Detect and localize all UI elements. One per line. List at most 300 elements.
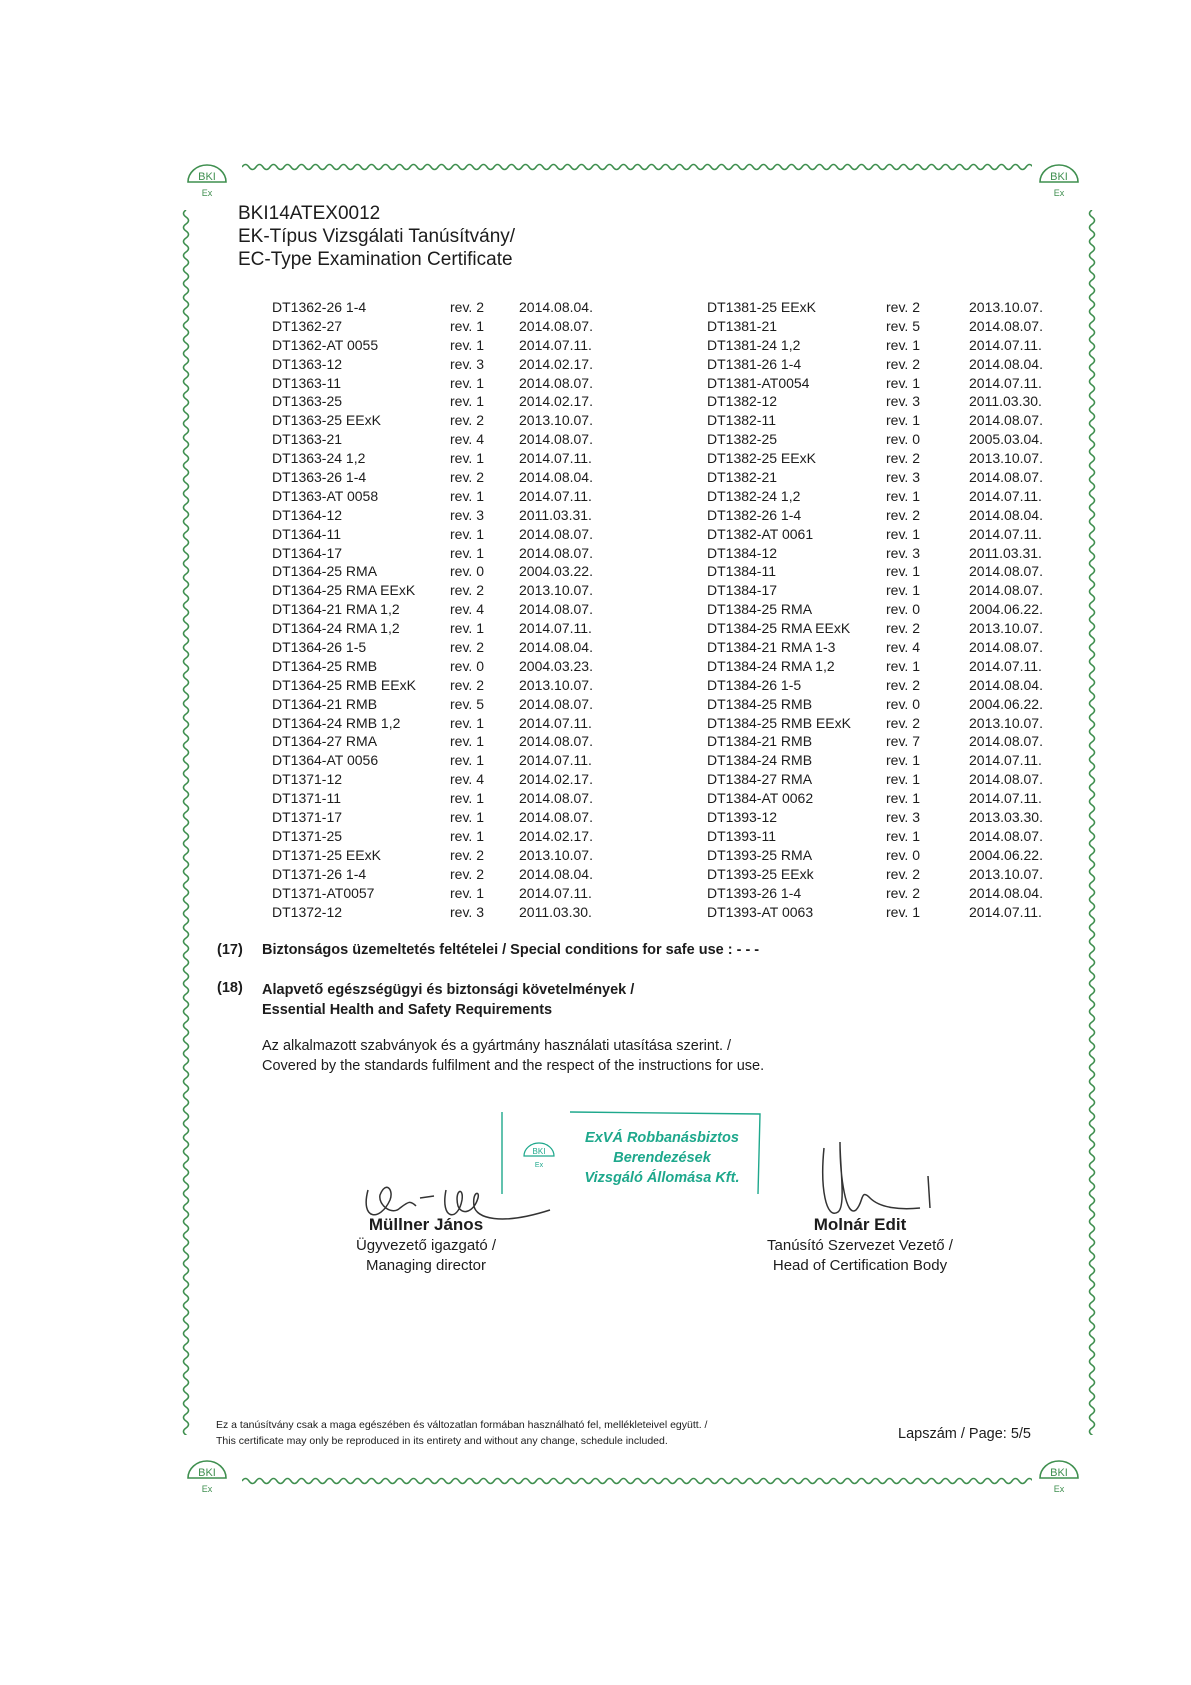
drawing-date: 2014.07.11. xyxy=(519,336,592,353)
drawing-list-right xyxy=(707,298,1062,921)
drawing-revision: rev. 0 xyxy=(886,695,920,712)
drawing-row xyxy=(707,638,1062,657)
drawing-date: 2014.08.07. xyxy=(519,544,593,561)
drawing-revision: rev. 2 xyxy=(450,676,484,693)
bki-ex-logo-icon xyxy=(1034,1456,1084,1498)
drawing-date: 2014.07.11. xyxy=(519,884,592,901)
drawing-date: 2014.08.07. xyxy=(969,639,1043,656)
drawing-row xyxy=(707,525,1062,544)
signer-role-en: Managing director xyxy=(365,1257,487,1274)
drawing-date: 2014.08.07. xyxy=(519,695,593,712)
certificate-header xyxy=(238,202,515,271)
drawing-date: 2014.08.04. xyxy=(519,865,593,882)
drawing-revision: rev. 2 xyxy=(886,865,920,882)
section-number: (18) xyxy=(217,980,243,996)
drawing-date: 2014.08.04. xyxy=(519,469,593,486)
drawing-date: 2013.10.07. xyxy=(969,714,1043,731)
signer-role-hu: Ügyvezető igazgató / xyxy=(355,1237,497,1254)
top-ornament-border xyxy=(242,162,1032,172)
drawing-number: DT1393-25 EExk xyxy=(707,865,814,882)
drawing-date: 2011.03.30. xyxy=(519,903,592,920)
drawing-date: 2014.08.07. xyxy=(969,563,1043,580)
drawing-row xyxy=(272,525,593,544)
certificate-number: BKI14ATEX0012 xyxy=(238,203,381,224)
drawing-number: DT1364-24 RMA 1,2 xyxy=(272,620,400,637)
drawing-revision: rev. 2 xyxy=(450,299,484,315)
drawing-row xyxy=(707,430,1062,449)
svg-text:Ex: Ex xyxy=(1053,188,1065,198)
drawing-number: DT1393-11 xyxy=(707,827,777,844)
drawing-number: DT1381-25 EExK xyxy=(707,299,816,315)
drawing-date: 2014.08.07. xyxy=(969,582,1043,599)
drawing-row xyxy=(707,487,1062,506)
drawing-revision: rev. 1 xyxy=(886,752,920,769)
signer-name: Müllner János xyxy=(368,1215,484,1234)
drawing-revision: rev. 1 xyxy=(886,563,920,580)
drawing-revision: rev. 2 xyxy=(450,846,484,863)
drawing-date: 2014.02.17. xyxy=(519,393,593,410)
drawing-revision: rev. 1 xyxy=(886,374,920,391)
drawing-row xyxy=(272,846,593,865)
drawing-row xyxy=(707,374,1062,393)
stamp-line-2: Berendezések xyxy=(613,1150,711,1166)
drawing-revision: rev. 1 xyxy=(886,903,920,920)
drawing-row xyxy=(707,468,1062,487)
drawing-revision: rev. 1 xyxy=(450,827,484,844)
drawing-row xyxy=(707,884,1062,903)
drawing-revision: rev. 1 xyxy=(450,317,484,334)
drawing-number: DT1362-26 1-4 xyxy=(272,299,367,315)
drawing-row xyxy=(272,695,593,714)
drawing-date: 2014.08.07. xyxy=(969,733,1043,750)
section-17-text: Biztonságos üzemeltetés feltételei / Special conditions for safe use : - - - xyxy=(262,942,760,958)
drawing-date: 2014.08.07. xyxy=(969,771,1043,788)
drawing-number: DT1363-21 xyxy=(272,431,343,448)
drawing-revision: rev. 3 xyxy=(886,809,920,826)
svg-text:BKI: BKI xyxy=(198,171,216,183)
drawing-date: 2004.06.22. xyxy=(969,846,1043,863)
section-18-body-hu: Az alkalmazott szabványok és a gyártmány használati utasítása szerint. / xyxy=(262,1038,732,1054)
drawing-date: 2011.03.30. xyxy=(969,393,1042,410)
drawing-date: 2014.08.04. xyxy=(969,884,1043,901)
drawing-number: DT1363-25 EExK xyxy=(272,412,381,429)
drawing-revision: rev. 1 xyxy=(886,790,920,807)
drawing-row xyxy=(272,638,593,657)
drawing-number: DT1384-17 xyxy=(707,582,778,599)
drawing-row xyxy=(272,808,593,827)
section-18-title-en: Essential Health and Safety Requirements xyxy=(262,1002,553,1018)
drawing-number: DT1384-11 xyxy=(707,563,777,580)
drawing-number: DT1384-24 RMB xyxy=(707,752,813,769)
drawing-row xyxy=(707,903,1062,922)
drawing-revision: rev. 1 xyxy=(450,884,484,901)
drawing-revision: rev. 1 xyxy=(886,525,920,542)
drawing-number: DT1363-25 xyxy=(272,393,343,410)
drawing-date: 2014.02.17. xyxy=(519,355,593,372)
svg-text:BKI: BKI xyxy=(1050,171,1068,183)
footer-line-en: This certificate may only be reproduced in its entirety and without any change, schedule included. xyxy=(216,1435,668,1447)
drawing-date: 2013.10.07. xyxy=(519,846,593,863)
drawing-row xyxy=(272,449,592,468)
drawing-revision: rev. 4 xyxy=(450,771,484,788)
stamp-line-3: Vizsgáló Állomása Kft. xyxy=(584,1170,740,1186)
svg-text:Ex: Ex xyxy=(201,1484,213,1494)
drawing-row xyxy=(272,562,593,581)
drawing-number: DT1382-25 xyxy=(707,431,778,448)
drawing-row xyxy=(707,355,1062,374)
drawing-revision: rev. 4 xyxy=(450,431,484,448)
drawing-number: DT1371-12 xyxy=(272,771,343,788)
drawing-date: 2004.03.22. xyxy=(519,563,593,580)
drawing-date: 2014.07.11. xyxy=(969,903,1042,920)
drawing-revision: rev. 2 xyxy=(886,355,920,372)
drawing-date: 2013.03.30. xyxy=(969,809,1043,826)
signer-name: Molnár Edit xyxy=(813,1215,907,1234)
footer-line-hu: Ez a tanúsítvány csak a maga egészében és változatlan formában használható fel, mellékleteivel együtt. / xyxy=(216,1419,708,1431)
drawing-number: DT1362-27 xyxy=(272,317,343,334)
drawing-number: DT1384-21 RMB xyxy=(707,733,813,750)
signer-left xyxy=(296,1214,556,1276)
drawing-row xyxy=(707,506,1062,525)
svg-text:BKI: BKI xyxy=(532,1147,546,1156)
drawing-revision: rev. 1 xyxy=(450,487,484,504)
svg-text:Ex: Ex xyxy=(201,188,213,198)
drawing-row xyxy=(707,298,1062,317)
drawing-revision: rev. 2 xyxy=(886,676,920,693)
drawing-row xyxy=(272,392,593,411)
drawing-date: 2014.08.07. xyxy=(969,317,1043,334)
drawing-row xyxy=(707,562,1062,581)
drawing-number: DT1371-11 xyxy=(272,790,342,807)
drawing-revision: rev. 1 xyxy=(450,790,484,807)
drawing-row xyxy=(707,789,1062,808)
drawing-number: DT1384-25 RMA EExK xyxy=(707,620,851,637)
drawing-number: DT1384-27 RMA xyxy=(707,771,813,788)
section-18-body-en: Covered by the standards fulfilment and the respect of the instructions for use. xyxy=(262,1058,765,1074)
drawing-number: DT1364-24 RMB 1,2 xyxy=(272,714,401,731)
drawing-number: DT1363-24 1,2 xyxy=(272,450,366,467)
drawing-number: DT1364-21 RMB xyxy=(272,695,378,712)
drawing-row xyxy=(272,789,593,808)
drawing-date: 2014.07.11. xyxy=(519,450,592,467)
drawing-date: 2004.06.22. xyxy=(969,695,1043,712)
right-ornament-border xyxy=(1087,210,1097,1435)
drawing-row xyxy=(272,336,592,355)
drawing-revision: rev. 1 xyxy=(886,582,920,599)
drawing-revision: rev. 3 xyxy=(886,393,920,410)
drawing-number: DT1363-11 xyxy=(272,374,342,391)
drawing-revision: rev. 3 xyxy=(886,544,920,561)
left-ornament-border xyxy=(181,210,191,1435)
certificate-title-hu: EK-Típus Vizsgálati Tanúsítvány/ xyxy=(238,226,516,247)
drawing-number: DT1384-21 RMA 1-3 xyxy=(707,639,836,656)
drawing-row xyxy=(707,392,1062,411)
drawing-number: DT1364-27 RMA xyxy=(272,733,378,750)
drawing-number: DT1393-26 1-4 xyxy=(707,884,802,901)
svg-text:Ex: Ex xyxy=(534,1162,544,1169)
drawing-number: DT1382-21 xyxy=(707,469,778,486)
drawing-number: DT1362-AT 0055 xyxy=(272,336,379,353)
drawing-row xyxy=(707,676,1062,695)
bottom-ornament-border xyxy=(242,1476,1032,1486)
drawing-date: 2014.08.04. xyxy=(969,676,1043,693)
stamp-line-1: ExVÁ Robbanásbiztos xyxy=(585,1130,739,1146)
drawing-number: DT1382-25 EExK xyxy=(707,450,816,467)
drawing-number: DT1364-17 xyxy=(272,544,343,561)
drawing-date: 2004.03.23. xyxy=(519,657,593,674)
drawing-date: 2013.10.07. xyxy=(969,299,1043,315)
drawing-revision: rev. 0 xyxy=(450,563,484,580)
drawing-date: 2014.08.04. xyxy=(969,506,1043,523)
drawing-date: 2011.03.31. xyxy=(519,506,592,523)
drawing-number: DT1384-25 RMB EExK xyxy=(707,714,851,731)
drawing-number: DT1381-21 xyxy=(707,317,778,334)
drawing-number: DT1371-26 1-4 xyxy=(272,865,367,882)
drawing-revision: rev. 1 xyxy=(450,393,484,410)
drawing-row xyxy=(272,600,593,619)
drawing-row xyxy=(707,657,1062,676)
certificate-title-en: EC-Type Examination Certificate xyxy=(238,249,513,270)
drawing-row xyxy=(272,544,593,563)
drawing-row xyxy=(707,827,1062,846)
svg-text:BKI: BKI xyxy=(1050,1467,1068,1479)
drawing-revision: rev. 3 xyxy=(450,506,484,523)
drawing-revision: rev. 3 xyxy=(450,903,484,920)
drawing-date: 2014.07.11. xyxy=(969,487,1042,504)
signer-role-hu: Tanúsító Szervezet Vezető / xyxy=(767,1237,953,1254)
drawing-number: DT1381-24 1,2 xyxy=(707,336,801,353)
drawing-revision: rev. 1 xyxy=(450,714,484,731)
drawing-number: DT1372-12 xyxy=(272,903,343,920)
svg-text:Ex: Ex xyxy=(1053,1484,1065,1494)
signer-right xyxy=(730,1214,990,1276)
drawing-number: DT1364-11 xyxy=(272,525,342,542)
drawing-revision: rev. 1 xyxy=(450,620,484,637)
drawing-number: DT1371-25 xyxy=(272,827,343,844)
drawing-date: 2014.08.04. xyxy=(969,355,1043,372)
drawing-date: 2014.08.04. xyxy=(519,299,593,315)
drawing-date: 2013.10.07. xyxy=(519,582,593,599)
svg-text:BKI: BKI xyxy=(198,1467,216,1479)
drawing-number: DT1382-AT 0061 xyxy=(707,525,814,542)
drawing-revision: rev. 1 xyxy=(450,374,484,391)
drawing-revision: rev. 1 xyxy=(886,412,920,429)
drawing-row xyxy=(707,581,1062,600)
drawing-revision: rev. 0 xyxy=(886,431,920,448)
drawing-row xyxy=(707,808,1062,827)
drawing-revision: rev. 2 xyxy=(886,506,920,523)
drawing-row xyxy=(272,355,593,374)
drawing-date: 2013.10.07. xyxy=(519,412,593,429)
drawing-row xyxy=(707,865,1062,884)
bki-ex-logo-icon xyxy=(182,160,232,202)
drawing-number: DT1363-12 xyxy=(272,355,343,372)
drawing-row xyxy=(272,581,593,600)
drawing-row xyxy=(272,487,592,506)
drawing-number: DT1382-24 1,2 xyxy=(707,487,801,504)
drawing-date: 2014.08.07. xyxy=(519,809,593,826)
drawing-revision: rev. 4 xyxy=(450,601,484,618)
drawing-row xyxy=(272,732,593,751)
drawing-revision: rev. 2 xyxy=(886,450,920,467)
drawing-date: 2014.08.07. xyxy=(969,412,1043,429)
drawing-date: 2014.08.07. xyxy=(519,790,593,807)
drawing-date: 2014.07.11. xyxy=(519,487,592,504)
drawing-revision: rev. 2 xyxy=(886,884,920,901)
drawing-number: DT1371-AT0057 xyxy=(272,884,375,901)
drawing-revision: rev. 0 xyxy=(886,601,920,618)
footer-note xyxy=(216,1417,707,1449)
section-18-body xyxy=(262,1036,764,1076)
drawing-date: 2014.08.07. xyxy=(519,601,593,618)
drawing-number: DT1364-25 RMB xyxy=(272,657,378,674)
section-18-title-hu: Alapvető egészségügyi és biztonsági követelmények / xyxy=(262,982,635,998)
drawing-row xyxy=(272,827,593,846)
drawing-date: 2014.07.11. xyxy=(969,336,1042,353)
drawing-row xyxy=(272,411,593,430)
drawing-revision: rev. 2 xyxy=(886,299,920,315)
drawing-number: DT1381-AT0054 xyxy=(707,374,810,391)
drawing-revision: rev. 1 xyxy=(450,752,484,769)
drawing-list-left xyxy=(272,298,593,921)
drawing-row xyxy=(272,865,593,884)
drawing-number: DT1364-25 RMA xyxy=(272,563,378,580)
drawing-date: 2014.08.07. xyxy=(519,431,593,448)
drawing-number: DT1371-25 EExK xyxy=(272,846,381,863)
drawing-date: 2013.10.07. xyxy=(969,620,1043,637)
signature-right xyxy=(810,1128,950,1228)
drawing-row xyxy=(272,770,593,789)
drawing-row xyxy=(272,751,592,770)
drawing-number: DT1384-26 1-5 xyxy=(707,676,802,693)
drawing-revision: rev. 1 xyxy=(450,336,484,353)
drawing-revision: rev. 2 xyxy=(886,714,920,731)
drawing-row xyxy=(272,903,592,922)
drawing-date: 2014.07.11. xyxy=(519,752,592,769)
signer-role-en: Head of Certification Body xyxy=(772,1257,948,1274)
drawing-revision: rev. 3 xyxy=(450,355,484,372)
drawing-date: 2014.07.11. xyxy=(969,657,1042,674)
drawing-revision: rev. 2 xyxy=(450,412,484,429)
drawing-revision: rev. 2 xyxy=(886,620,920,637)
drawing-number: DT1363-AT 0058 xyxy=(272,487,379,504)
drawing-row xyxy=(272,714,592,733)
drawing-number: DT1382-11 xyxy=(707,412,777,429)
drawing-revision: rev. 0 xyxy=(886,846,920,863)
drawing-date: 2014.07.11. xyxy=(969,752,1042,769)
drawing-row xyxy=(707,695,1062,714)
drawing-row xyxy=(707,600,1062,619)
drawing-date: 2014.02.17. xyxy=(519,827,593,844)
drawing-row xyxy=(272,676,593,695)
drawing-revision: rev. 3 xyxy=(886,469,920,486)
drawing-date: 2014.08.07. xyxy=(519,525,593,542)
drawing-revision: rev. 1 xyxy=(450,809,484,826)
bki-ex-logo-icon xyxy=(1034,160,1084,202)
drawing-row xyxy=(272,317,593,336)
drawing-number: DT1381-26 1-4 xyxy=(707,355,802,372)
drawing-row xyxy=(707,732,1062,751)
bki-ex-logo-icon xyxy=(182,1456,232,1498)
drawing-revision: rev. 5 xyxy=(450,695,484,712)
drawing-revision: rev. 1 xyxy=(450,525,484,542)
drawing-row xyxy=(272,298,593,317)
drawing-revision: rev. 2 xyxy=(450,469,484,486)
drawing-date: 2011.03.31. xyxy=(969,544,1042,561)
drawing-number: DT1384-24 RMA 1,2 xyxy=(707,657,835,674)
drawing-number: DT1364-21 RMA 1,2 xyxy=(272,601,400,618)
drawing-row xyxy=(707,619,1062,638)
drawing-date: 2013.10.07. xyxy=(969,865,1043,882)
drawing-number: DT1363-26 1-4 xyxy=(272,469,367,486)
drawing-revision: rev. 2 xyxy=(450,865,484,882)
drawing-revision: rev. 2 xyxy=(450,639,484,656)
drawing-revision: rev. 1 xyxy=(886,771,920,788)
drawing-number: DT1364-12 xyxy=(272,506,343,523)
drawing-row xyxy=(272,374,593,393)
drawing-date: 2014.08.07. xyxy=(519,317,593,334)
drawing-row xyxy=(707,770,1062,789)
drawing-date: 2004.06.22. xyxy=(969,601,1043,618)
drawing-date: 2014.02.17. xyxy=(519,771,593,788)
drawing-number: DT1371-17 xyxy=(272,809,343,826)
drawing-date: 2014.08.04. xyxy=(519,639,593,656)
drawing-date: 2013.10.07. xyxy=(969,450,1043,467)
drawing-date: 2014.08.07. xyxy=(519,733,593,750)
drawing-revision: rev. 0 xyxy=(450,657,484,674)
drawing-date: 2014.08.07. xyxy=(969,469,1043,486)
drawing-date: 2014.07.11. xyxy=(969,790,1042,807)
drawing-number: DT1384-25 RMA xyxy=(707,601,813,618)
drawing-revision: rev. 7 xyxy=(886,733,920,750)
drawing-number: DT1364-25 RMB EExK xyxy=(272,676,416,693)
drawing-number: DT1393-AT 0063 xyxy=(707,903,814,920)
drawing-date: 2014.07.11. xyxy=(969,525,1042,542)
drawing-row xyxy=(707,317,1062,336)
page-number: Lapszám / Page: 5/5 xyxy=(898,1426,1031,1442)
drawing-row xyxy=(707,449,1062,468)
drawing-date: 2014.07.11. xyxy=(519,714,592,731)
drawing-row xyxy=(272,468,593,487)
drawing-number: DT1382-26 1-4 xyxy=(707,506,802,523)
drawing-number: DT1384-12 xyxy=(707,544,778,561)
drawing-number: DT1382-12 xyxy=(707,393,778,410)
drawing-number: DT1364-25 RMA EExK xyxy=(272,582,416,599)
drawing-revision: rev. 1 xyxy=(886,336,920,353)
drawing-number: DT1393-12 xyxy=(707,809,778,826)
drawing-date: 2014.08.07. xyxy=(519,374,593,391)
drawing-revision: rev. 1 xyxy=(886,827,920,844)
drawing-number: DT1384-25 RMB xyxy=(707,695,813,712)
drawing-date: 2014.08.07. xyxy=(969,827,1043,844)
drawing-revision: rev. 1 xyxy=(886,487,920,504)
drawing-number: DT1384-AT 0062 xyxy=(707,790,814,807)
drawing-date: 2014.07.11. xyxy=(969,374,1042,391)
drawing-date: 2013.10.07. xyxy=(519,676,593,693)
drawing-revision: rev. 1 xyxy=(886,657,920,674)
drawing-revision: rev. 1 xyxy=(450,733,484,750)
section-number: (17) xyxy=(217,942,243,958)
drawing-row xyxy=(707,714,1062,733)
drawing-row xyxy=(707,544,1062,563)
drawing-row xyxy=(272,657,593,676)
drawing-date: 2005.03.04. xyxy=(969,431,1043,448)
drawing-revision: rev. 1 xyxy=(450,450,484,467)
drawing-row xyxy=(707,751,1062,770)
drawing-date: 2014.07.11. xyxy=(519,620,592,637)
drawing-row xyxy=(707,411,1062,430)
drawing-revision: rev. 5 xyxy=(886,317,920,334)
